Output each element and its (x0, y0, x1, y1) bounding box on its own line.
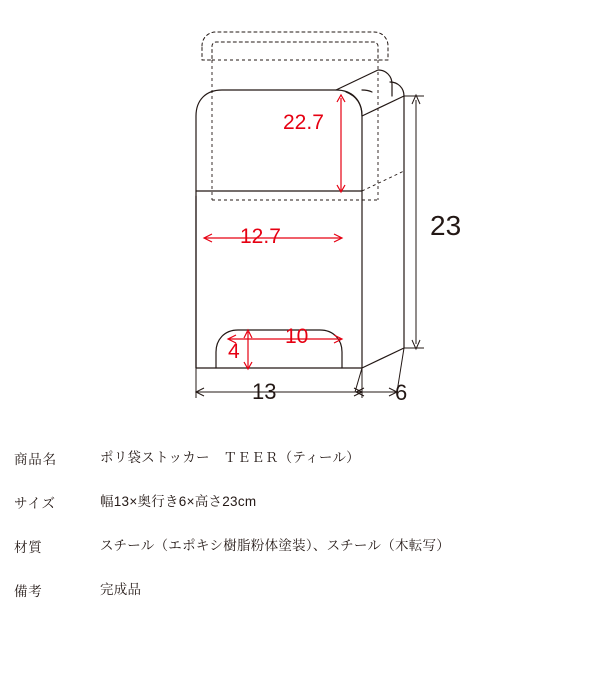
dim-label-opening-width: 10 (285, 325, 309, 348)
dim-label-opening-height: 4 (228, 340, 240, 363)
spec-value-size: 幅13×奥行き6×高さ23cm (100, 494, 257, 509)
dim-label-total-height: 23 (430, 210, 462, 241)
dim-label-inner-width: 12.7 (240, 225, 281, 248)
spec-label-note: 備考 (14, 584, 43, 599)
dim-23 (404, 95, 424, 349)
spec-label-material: 材質 (14, 540, 43, 555)
dim-4 (244, 330, 252, 369)
spec-value-material: スチール（エポキシ樹脂粉体塗装）、スチール（木転写） (100, 538, 451, 553)
dim-13 (196, 368, 362, 398)
spec-value-note: 完成品 (100, 582, 142, 597)
table-row (14, 528, 589, 572)
dim-22-7 (337, 95, 345, 192)
table-row (14, 440, 589, 484)
table-row (14, 484, 589, 528)
spec-label-product-name: 商品名 (14, 452, 57, 467)
dim-label-total-depth: 6 (395, 380, 408, 405)
dim-label-total-width: 13 (252, 379, 277, 404)
spec-value-product-name: ポリ袋ストッカー ＴＥＥＲ（ティール） (100, 450, 360, 465)
spec-label-size: サイズ (14, 496, 56, 511)
table-row (14, 572, 589, 616)
dim-label-inner-height: 22.7 (283, 111, 324, 134)
spec-table (14, 440, 589, 616)
